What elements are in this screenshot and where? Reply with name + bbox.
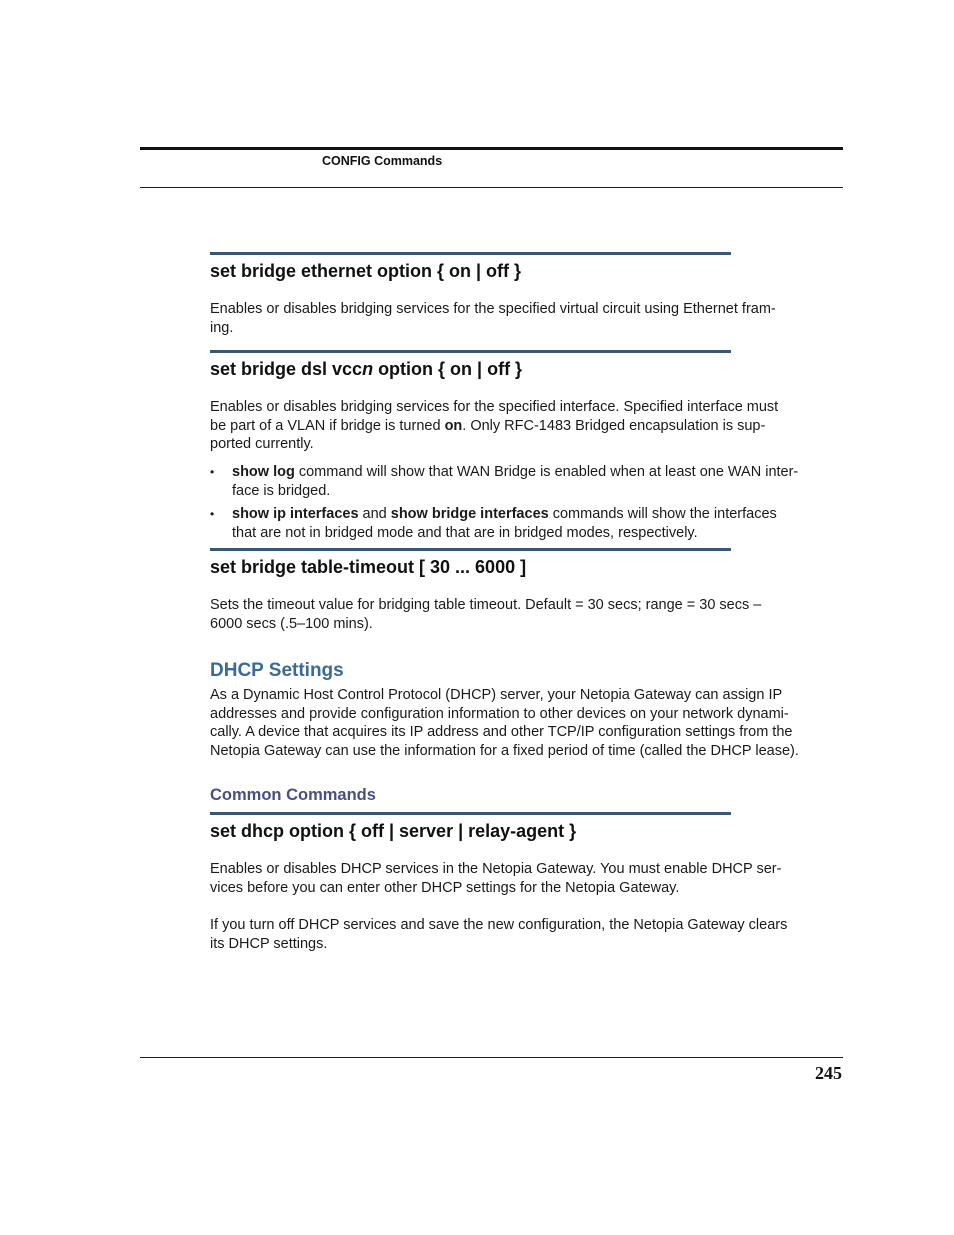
paragraph-bridge-dsl xyxy=(210,398,830,454)
bullet-mark: • xyxy=(210,507,215,521)
section-bar xyxy=(210,350,731,353)
text-line: face is bridged. xyxy=(232,482,331,499)
paragraph-bridge-ethernet xyxy=(210,300,830,337)
bullet-text xyxy=(232,463,830,500)
text-line: Sets the timeout value for bridging table timeout. Default = 30 secs; range = 30 secs – xyxy=(210,597,762,613)
footer-rule xyxy=(140,1057,843,1058)
command-heading-bridge-dsl xyxy=(210,359,522,380)
section-bar xyxy=(210,252,731,255)
text-line: Enables or disables DHCP services in the Netopia Gateway. You must enable DHCP ser- xyxy=(210,861,782,877)
section-bar xyxy=(210,812,731,815)
paragraph-dhcp-option xyxy=(210,860,830,897)
page-number: 245 xyxy=(815,1063,842,1083)
text-line: Enables or disables bridging services for the specified virtual circuit using Ethernet fram- xyxy=(210,301,776,317)
text-line xyxy=(232,463,830,482)
bullet-text xyxy=(232,505,830,542)
heading-part: option { on | off } xyxy=(373,359,523,379)
running-head: CONFIG Commands xyxy=(322,154,443,168)
text-line xyxy=(232,505,830,524)
header-rule xyxy=(140,147,843,150)
command-heading-bridge-ethernet: set bridge ethernet option { on | off } xyxy=(210,261,522,281)
text-line: If you turn off DHCP services and save the new configuration, the Netopia Gateway clears xyxy=(210,917,788,933)
text-run: and xyxy=(358,506,391,522)
section-bar xyxy=(210,548,731,551)
text-line: Netopia Gateway can use the information for a fixed period of time (called the DHCP lease). xyxy=(210,743,799,760)
text-line: that are not in bridged mode and that are in bridged modes, respectively. xyxy=(232,524,698,541)
text-line: Enables or disables bridging services for the specified interface. Specified interface must xyxy=(210,399,779,415)
subsection-title-common-commands: Common Commands xyxy=(210,786,376,804)
text-line: cally. A device that acquires its IP address and other TCP/IP configuration settings from the xyxy=(210,724,793,741)
bold-term: on xyxy=(444,417,463,434)
text-line xyxy=(210,417,830,436)
bullet-item xyxy=(210,505,830,543)
section-title-dhcp: DHCP Settings xyxy=(210,660,344,681)
text-line: ing. xyxy=(210,319,234,336)
bullet-mark: • xyxy=(210,465,215,479)
heading-part: set bridge dsl vcc xyxy=(210,359,363,379)
paragraph-dhcp-clear xyxy=(210,916,830,953)
text-run: . Only RFC-1483 Bridged encapsulation is sup- xyxy=(462,417,766,434)
text-run: commands will show the interfaces xyxy=(548,506,777,522)
text-line: 6000 secs (.5–100 mins). xyxy=(210,615,373,632)
bold-term: show ip interfaces xyxy=(232,506,359,522)
command-heading-table-timeout: set bridge table-timeout [ 30 ... 6000 ] xyxy=(210,557,527,577)
command-heading-dhcp-option: set dhcp option { off | server | relay-agent } xyxy=(210,821,577,841)
text-run: be part of a VLAN if bridge is turned xyxy=(210,417,445,434)
bold-term: show log xyxy=(232,464,295,480)
text-line: ported currently. xyxy=(210,436,314,453)
paragraph-dhcp-intro xyxy=(210,686,830,761)
text-line: addresses and provide configuration information to other devices on your network dynami- xyxy=(210,705,789,722)
text-run: command will show that WAN Bridge is enabled when at least one WAN inter- xyxy=(294,464,799,480)
text-line: its DHCP settings. xyxy=(210,935,328,952)
text-line: vices before you can enter other DHCP settings for the Netopia Gateway. xyxy=(210,879,680,896)
header-underline xyxy=(140,187,843,188)
bold-term: show bridge interfaces xyxy=(390,506,549,522)
bullet-item xyxy=(210,463,830,501)
paragraph-table-timeout xyxy=(210,596,830,633)
heading-variable: n xyxy=(362,359,374,379)
text-line: As a Dynamic Host Control Protocol (DHCP) server, your Netopia Gateway can assign IP xyxy=(210,687,783,703)
